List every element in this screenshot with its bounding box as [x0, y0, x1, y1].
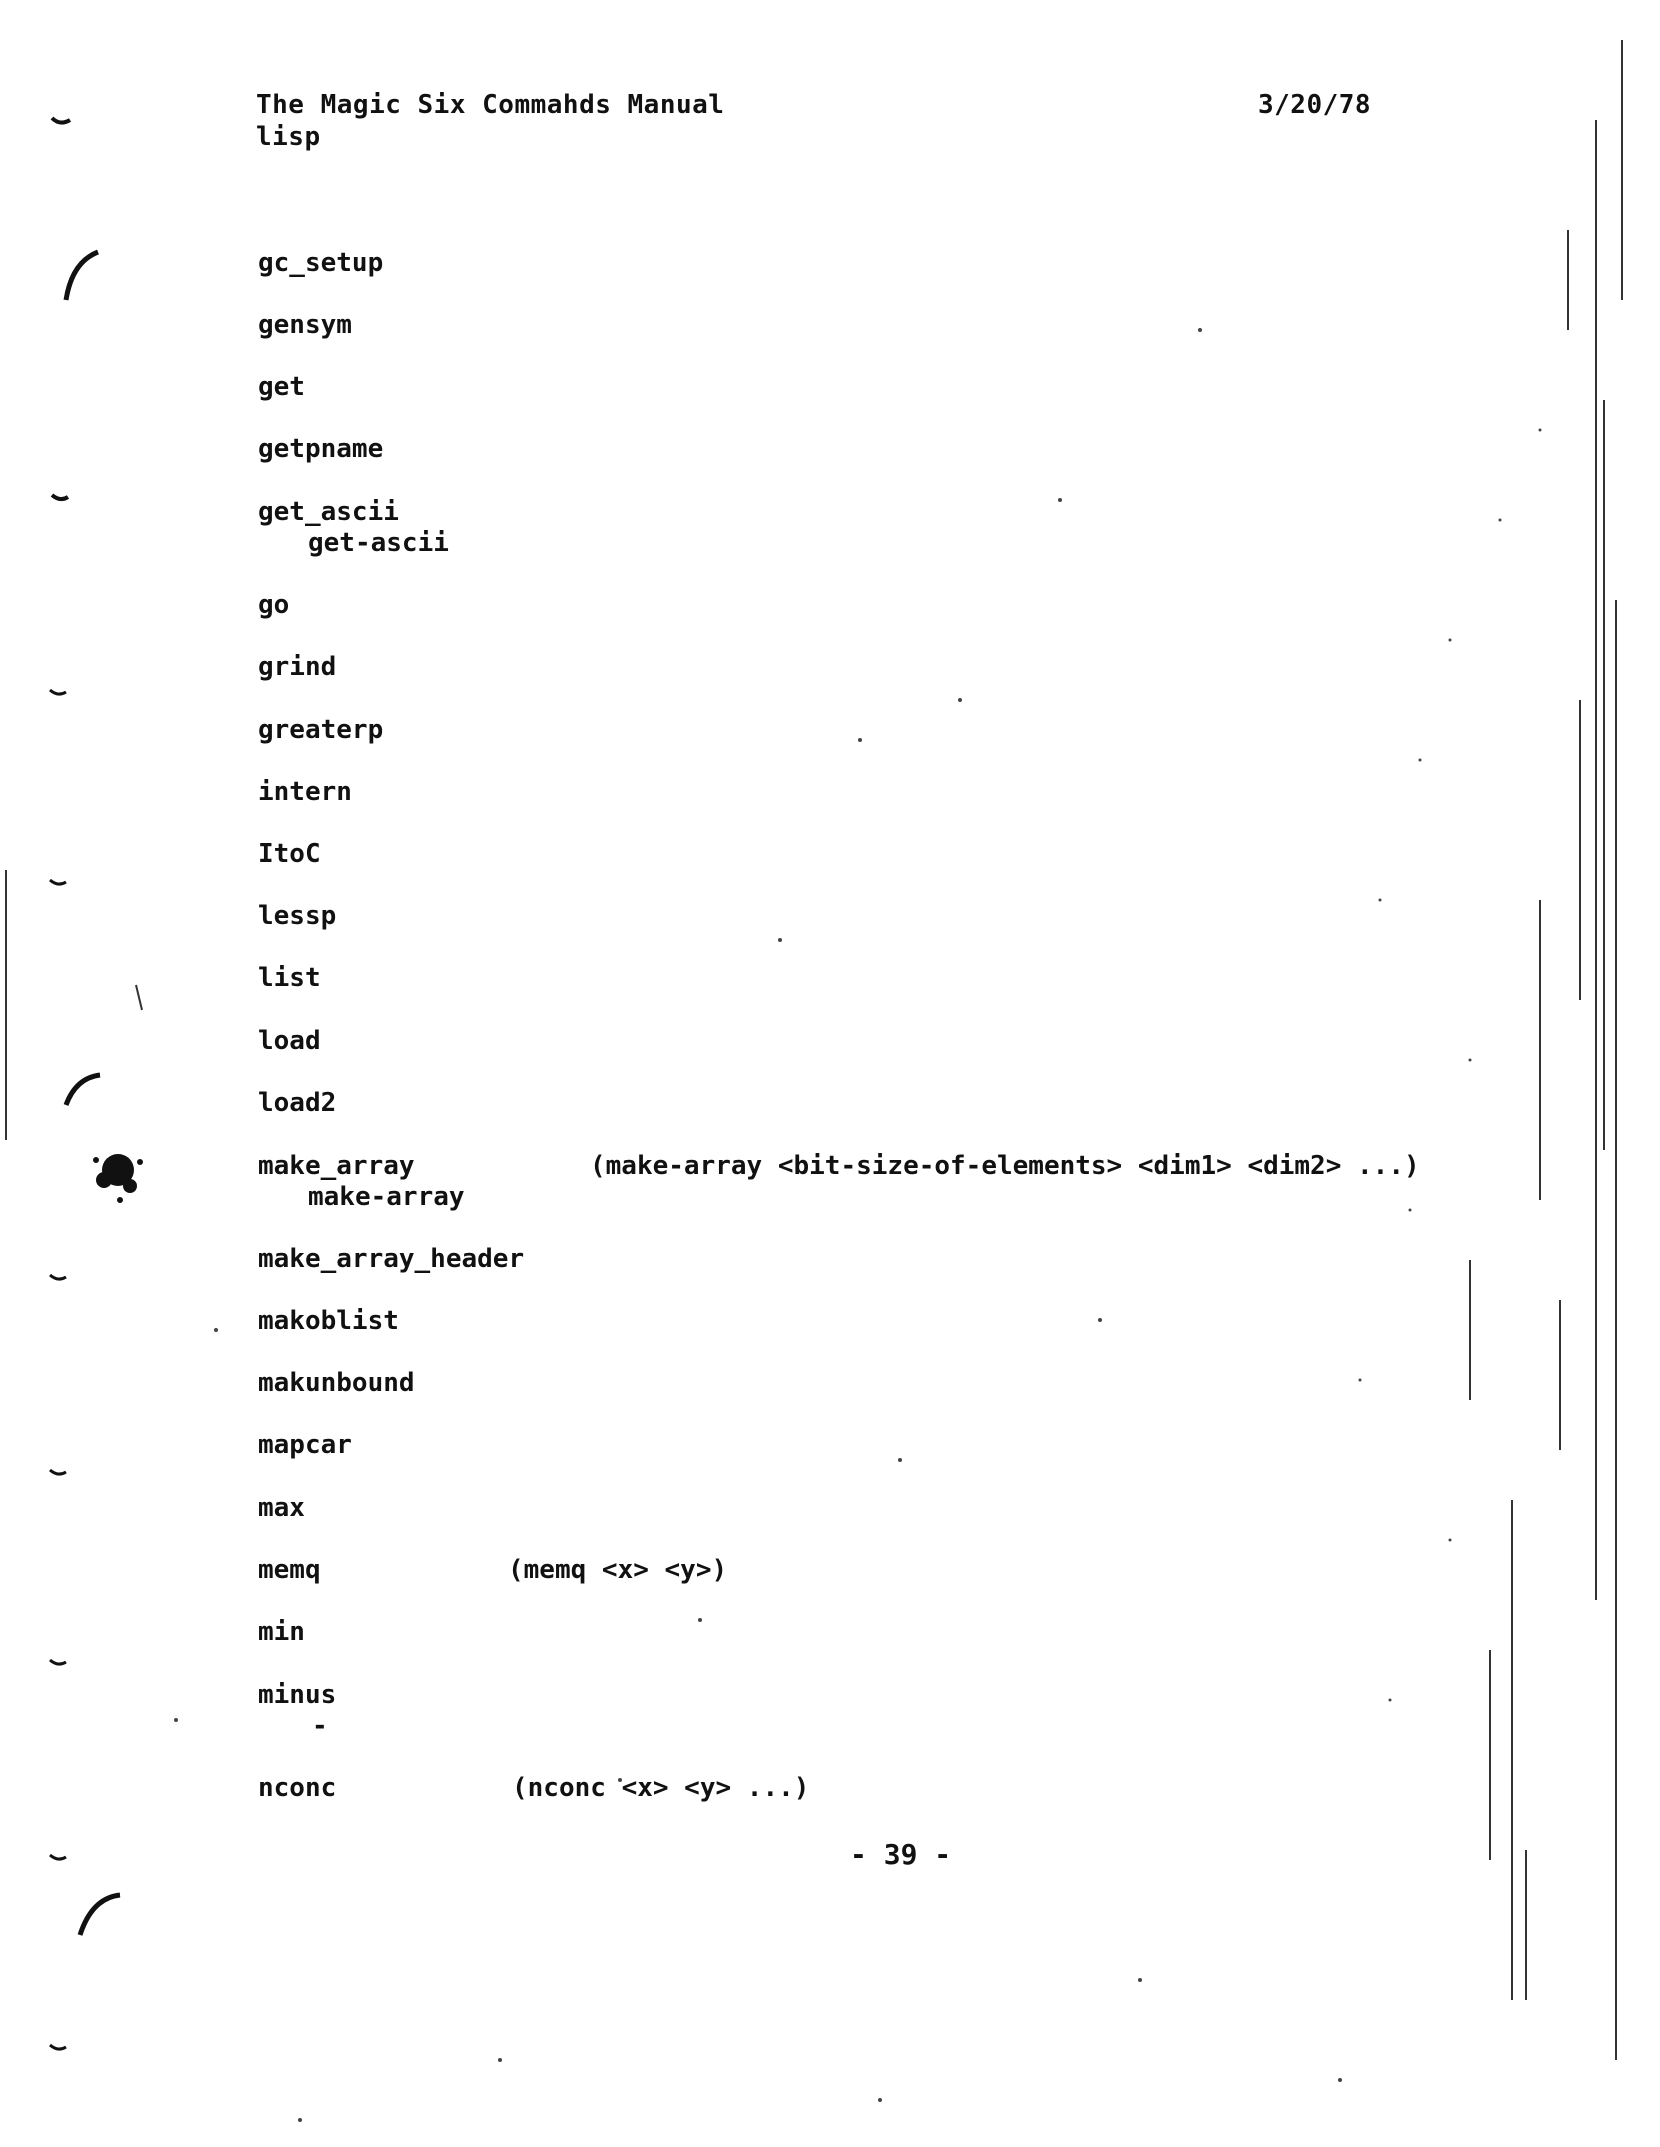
entry-name: make_array_header	[258, 1244, 525, 1274]
binding-mark	[66, 252, 98, 300]
entry-name: ItoC	[258, 839, 321, 869]
binding-mark	[50, 2045, 66, 2049]
margin-line	[136, 985, 142, 1010]
binding-mark	[50, 690, 66, 694]
binding-mark	[66, 1075, 100, 1105]
binding-mark	[52, 118, 70, 123]
entry-alias: -	[312, 1711, 328, 1741]
binding-mark	[50, 1470, 66, 1474]
manual-title: The Magic Six Commahds Manual	[256, 90, 725, 120]
entry-alias: get-ascii	[308, 528, 449, 558]
entry-name: makunbound	[258, 1368, 415, 1398]
entry-name: grind	[258, 652, 337, 682]
entry-name: minus	[258, 1680, 337, 1710]
entry-name: min	[258, 1617, 305, 1647]
entry-name: greaterp	[258, 715, 384, 745]
scan-streaks	[1470, 40, 1622, 2060]
entry-name: gc_setup	[258, 248, 384, 278]
page-number: - 39 -	[850, 1838, 952, 1871]
entry-usage: (memq <x> <y>)	[508, 1555, 728, 1585]
entry-name: lessp	[258, 901, 337, 931]
entry-name: mapcar	[258, 1430, 352, 1460]
binding-mark	[50, 1855, 66, 1859]
entry-name: go	[258, 590, 290, 620]
entry-usage: (nconc <x> <y> ...)	[512, 1773, 810, 1803]
entry-name: list	[258, 963, 321, 993]
entry-name: makoblist	[258, 1306, 399, 1336]
entry-name: load2	[258, 1088, 337, 1118]
entry-name: max	[258, 1493, 305, 1523]
entry-name: get_ascii	[258, 497, 399, 527]
entry-name: gensym	[258, 310, 352, 340]
binding-mark	[50, 1660, 66, 1664]
entry-name: memq	[258, 1555, 321, 1585]
binding-mark	[80, 1895, 120, 1935]
binding-mark	[50, 1275, 66, 1279]
entry-usage: (make-array <bit-size-of-elements> <dim1> <dim2> ...)	[590, 1151, 1420, 1181]
binding-mark	[50, 880, 66, 884]
manual-date: 3/20/78	[1258, 90, 1372, 120]
entry-name: load	[258, 1026, 321, 1056]
entry-name: intern	[258, 777, 352, 807]
entry-name: get	[258, 372, 305, 402]
entry-name: getpname	[258, 434, 384, 464]
section-name: lisp	[256, 122, 321, 152]
entry-name: make_array	[258, 1151, 415, 1181]
entry-alias: make-array	[308, 1182, 465, 1212]
binding-mark	[52, 495, 68, 499]
entry-name: nconc	[258, 1773, 337, 1803]
